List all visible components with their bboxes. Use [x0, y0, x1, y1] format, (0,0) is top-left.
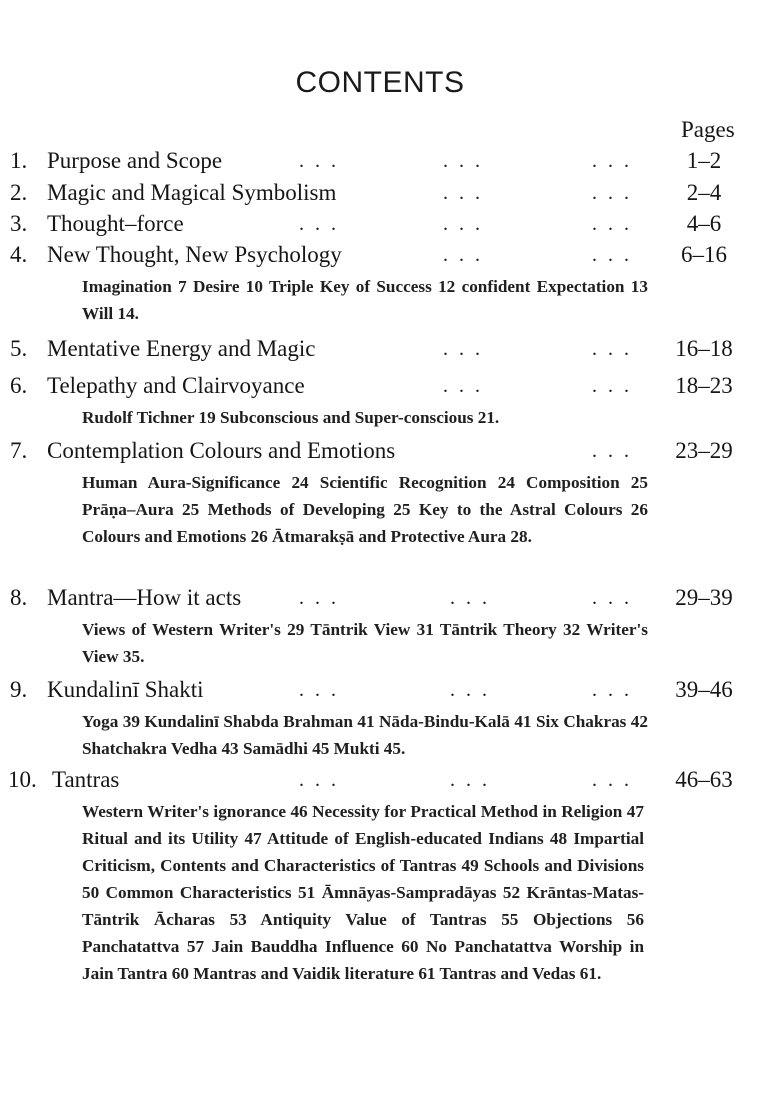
- leader-dots: . . .: [592, 244, 632, 266]
- leader-dots: . . .: [443, 244, 483, 266]
- entry-subtopics-10: Western Writer's ignorance 46 Necessity for Practical Method in Religion 47 Ritual and its Utility 47 Attitude of English-educated Indians 48 Impartial Criticism, Contents and Characteristics of Tantras 49 Schools and Divisions 50 Common Characteristics 51 Āmnāyas-Sampradāyas 52 Krāntas-Matas-Tāntrik Ācharas 53 Antiquity Value of Tantras 55 Objections 56 Panchatattva 57 Jain Bauddha Influence 60 No Panchatattva Worship in Jain Tantra 60 Mantras and Vaidik literature 61 Tantras and Vedas 61.: [82, 802, 644, 983]
- pages-column-header: Pages: [681, 117, 735, 142]
- leader-dots: . . .: [592, 150, 632, 172]
- toc-entry-2[interactable]: [0, 180, 780, 208]
- entry-number: 4.: [10, 242, 28, 267]
- entry-pages: 1–2: [686, 148, 722, 173]
- entry-number: 3.: [10, 211, 28, 236]
- entry-number: 2.: [10, 180, 28, 205]
- entry-subtopics-6: Rudolf Tichner 19 Subconscious and Super-conscious 21.: [82, 408, 500, 427]
- leader-dots: . . .: [592, 679, 632, 701]
- entry-pages: 2–4: [686, 180, 722, 205]
- leader-dots: . . .: [443, 213, 483, 235]
- toc-entry-10[interactable]: [0, 767, 780, 795]
- leader-dots: . . .: [443, 182, 483, 204]
- entry-title: Telepathy and Clairvoyance: [47, 373, 305, 398]
- entry-number: 7.: [10, 438, 28, 463]
- leader-dots: . . .: [450, 587, 490, 609]
- leader-dots: . . .: [299, 213, 339, 235]
- toc-entry-4[interactable]: [0, 242, 780, 270]
- entry-title: Mantra—How it acts: [47, 585, 242, 610]
- toc-entry-1[interactable]: [0, 148, 780, 176]
- leader-dots: . . .: [299, 769, 339, 791]
- entry-subtopics-4: Imagination 7 Desire 10 Triple Key of Success 12 confident Expectation 13 Will 14.: [82, 277, 648, 323]
- leader-dots: . . .: [592, 213, 632, 235]
- entry-pages: 23–29: [675, 438, 733, 463]
- toc-entry-7[interactable]: [0, 438, 780, 466]
- entry-number: 10.: [8, 767, 37, 792]
- leader-dots: . . .: [592, 440, 632, 462]
- toc-entry-3[interactable]: [0, 211, 780, 239]
- entry-pages: 6–16: [681, 242, 727, 267]
- entry-title: New Thought, New Psychology: [47, 242, 342, 267]
- leader-dots: . . .: [592, 182, 632, 204]
- entry-subtopics-9: Yoga 39 Kundalinī Shabda Brahman 41 Nāda-Bindu-Kalā 41 Six Chakras 42 Shatchakra Vedha 43 Samādhi 45 Mukti 45.: [82, 712, 648, 758]
- toc-entry-8[interactable]: [0, 585, 780, 613]
- entry-title: Purpose and Scope: [47, 148, 223, 173]
- entry-title: Magic and Magical Symbolism: [47, 180, 337, 205]
- entry-title: Kundalinī Shakti: [47, 677, 204, 702]
- leader-dots: . . .: [299, 150, 339, 172]
- leader-dots: . . .: [299, 679, 339, 701]
- entry-pages: 4–6: [686, 211, 722, 236]
- page-title: CONTENTS: [295, 66, 465, 99]
- entry-pages: 29–39: [675, 585, 733, 610]
- entry-number: 5.: [10, 336, 28, 361]
- leader-dots: . . .: [443, 150, 483, 172]
- leader-dots: . . .: [592, 338, 632, 360]
- entry-number: 6.: [10, 373, 28, 398]
- leader-dots: . . .: [450, 679, 490, 701]
- leader-dots: . . .: [443, 338, 483, 360]
- leader-dots: . . .: [443, 375, 483, 397]
- entry-subtopics-7: Human Aura-Significance 24 Scientific Recognition 24 Composition 25 Prāṇa–Aura 25 Methods of Developing 25 Key to the Astral Colours 26 Colours and Emotions 26 Ātmarakṣā and Protective Aura 28.: [82, 473, 648, 546]
- entry-pages: 16–18: [675, 336, 733, 361]
- leader-dots: . . .: [450, 769, 490, 791]
- leader-dots: . . .: [592, 375, 632, 397]
- leader-dots: . . .: [592, 769, 632, 791]
- entry-number: 8.: [10, 585, 28, 610]
- leader-dots: . . .: [299, 587, 339, 609]
- toc-entry-6[interactable]: [0, 373, 780, 401]
- entry-pages: 39–46: [675, 677, 733, 702]
- entry-title: Mentative Energy and Magic: [47, 336, 316, 361]
- entry-pages: 46–63: [675, 767, 733, 792]
- entry-subtopics-8: Views of Western Writer's 29 Tāntrik View 31 Tāntrik Theory 32 Writer's View 35.: [82, 620, 648, 666]
- entry-number: 9.: [10, 677, 28, 702]
- entry-title: Thought–force: [47, 211, 184, 236]
- toc-entry-5[interactable]: [0, 336, 780, 364]
- entry-title: Tantras: [52, 767, 120, 792]
- entry-pages: 18–23: [675, 373, 733, 398]
- entry-title: Contemplation Colours and Emotions: [47, 438, 396, 463]
- entry-number: 1.: [10, 148, 28, 173]
- leader-dots: . . .: [592, 587, 632, 609]
- toc-entry-9[interactable]: [0, 677, 780, 705]
